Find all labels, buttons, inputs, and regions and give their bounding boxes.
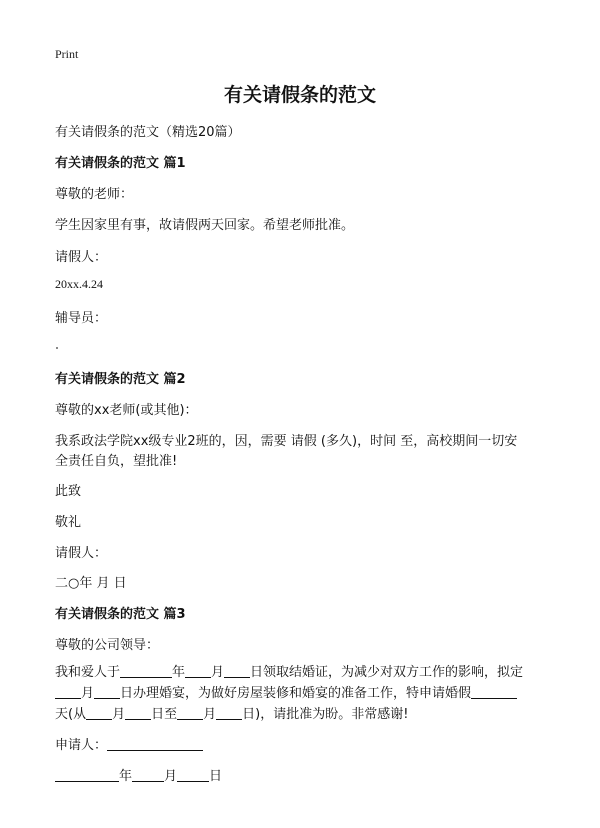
section-1-body: 学生因家里有事，故请假两天回家。希望老师批准。 [55,218,355,233]
blank-field [94,684,120,699]
text-fragment: 月 [164,769,178,784]
blank-field [224,663,250,678]
signature-blank [107,736,203,751]
section-3-body-line-1 [55,662,550,683]
page-title: 有关请假条的范文 [223,84,376,106]
text-fragment: 月 [203,707,217,722]
section-2-closing-2: 敬礼 [55,515,82,530]
section-2-body-line-2: 全责任自负，望批准! [55,454,178,469]
blank-field [471,684,517,699]
section-3-date [55,765,222,784]
text-fragment: 日办理婚宴，为做好房屋装修和婚宴的准备工作，特申请婚假 [120,686,472,701]
section-2-salutation: 尊敬的xx老师(或其他)： [55,403,198,418]
section-2-heading: 有关请假条的范文 篇2 [55,372,186,387]
section-1-salutation: 尊敬的老师： [55,187,134,202]
section-3-body-line-2 [55,683,550,704]
section-2-date: 二○年 月 日 [55,576,127,591]
section-3-heading: 有关请假条的范文 篇3 [55,607,186,622]
blank-field [177,767,209,782]
section-2-closing-1: 此致 [55,484,82,499]
blank-field [177,705,203,720]
section-3-body [55,662,550,725]
section-1-applicant-label: 请假人： [55,250,108,265]
text-fragment: 月 [211,665,225,680]
text-fragment: 日 [209,769,223,784]
section-2-applicant-label: 请假人： [55,546,108,561]
section-1-date: 20xx.4.24 [55,277,103,291]
blank-field [86,705,112,720]
blank-field [132,767,164,782]
section-3-body-line-3 [55,704,550,725]
text-fragment: 日)，请批准为盼。非常感谢! [242,707,409,722]
text-fragment: 月 [81,686,95,701]
blank-field [55,767,119,782]
document-subtitle: 有关请假条的范文（精选20篇） [55,125,241,140]
blank-field [185,663,211,678]
text-fragment: 日领取结婚证，为减少对双方工作的影响，拟定 [250,665,524,680]
blank-field [55,684,81,699]
blank-field [216,705,242,720]
stray-dot [56,347,58,349]
text-fragment: 年 [119,769,133,784]
blank-field [125,705,151,720]
section-3-salutation: 尊敬的公司领导： [55,638,160,653]
text-fragment: 我和爱人于 [55,665,121,680]
section-3-applicant-label: 申请人： [55,738,108,753]
text-fragment: 月 [112,707,126,722]
print-label: Print [55,47,79,61]
section-2-body-line-1: 我系政法学院xx级专业2班的，因，需要 请假 (多久)，时间 至，高校期间一切安 [55,434,518,449]
section-1-heading: 有关请假条的范文 篇1 [55,156,186,171]
blank-field [120,663,172,678]
text-fragment: 年 [172,665,186,680]
section-3-applicant [55,734,203,753]
text-fragment: 日至 [151,707,178,722]
text-fragment: 天(从 [55,707,87,722]
section-1-counselor-label: 辅导员： [55,311,108,326]
